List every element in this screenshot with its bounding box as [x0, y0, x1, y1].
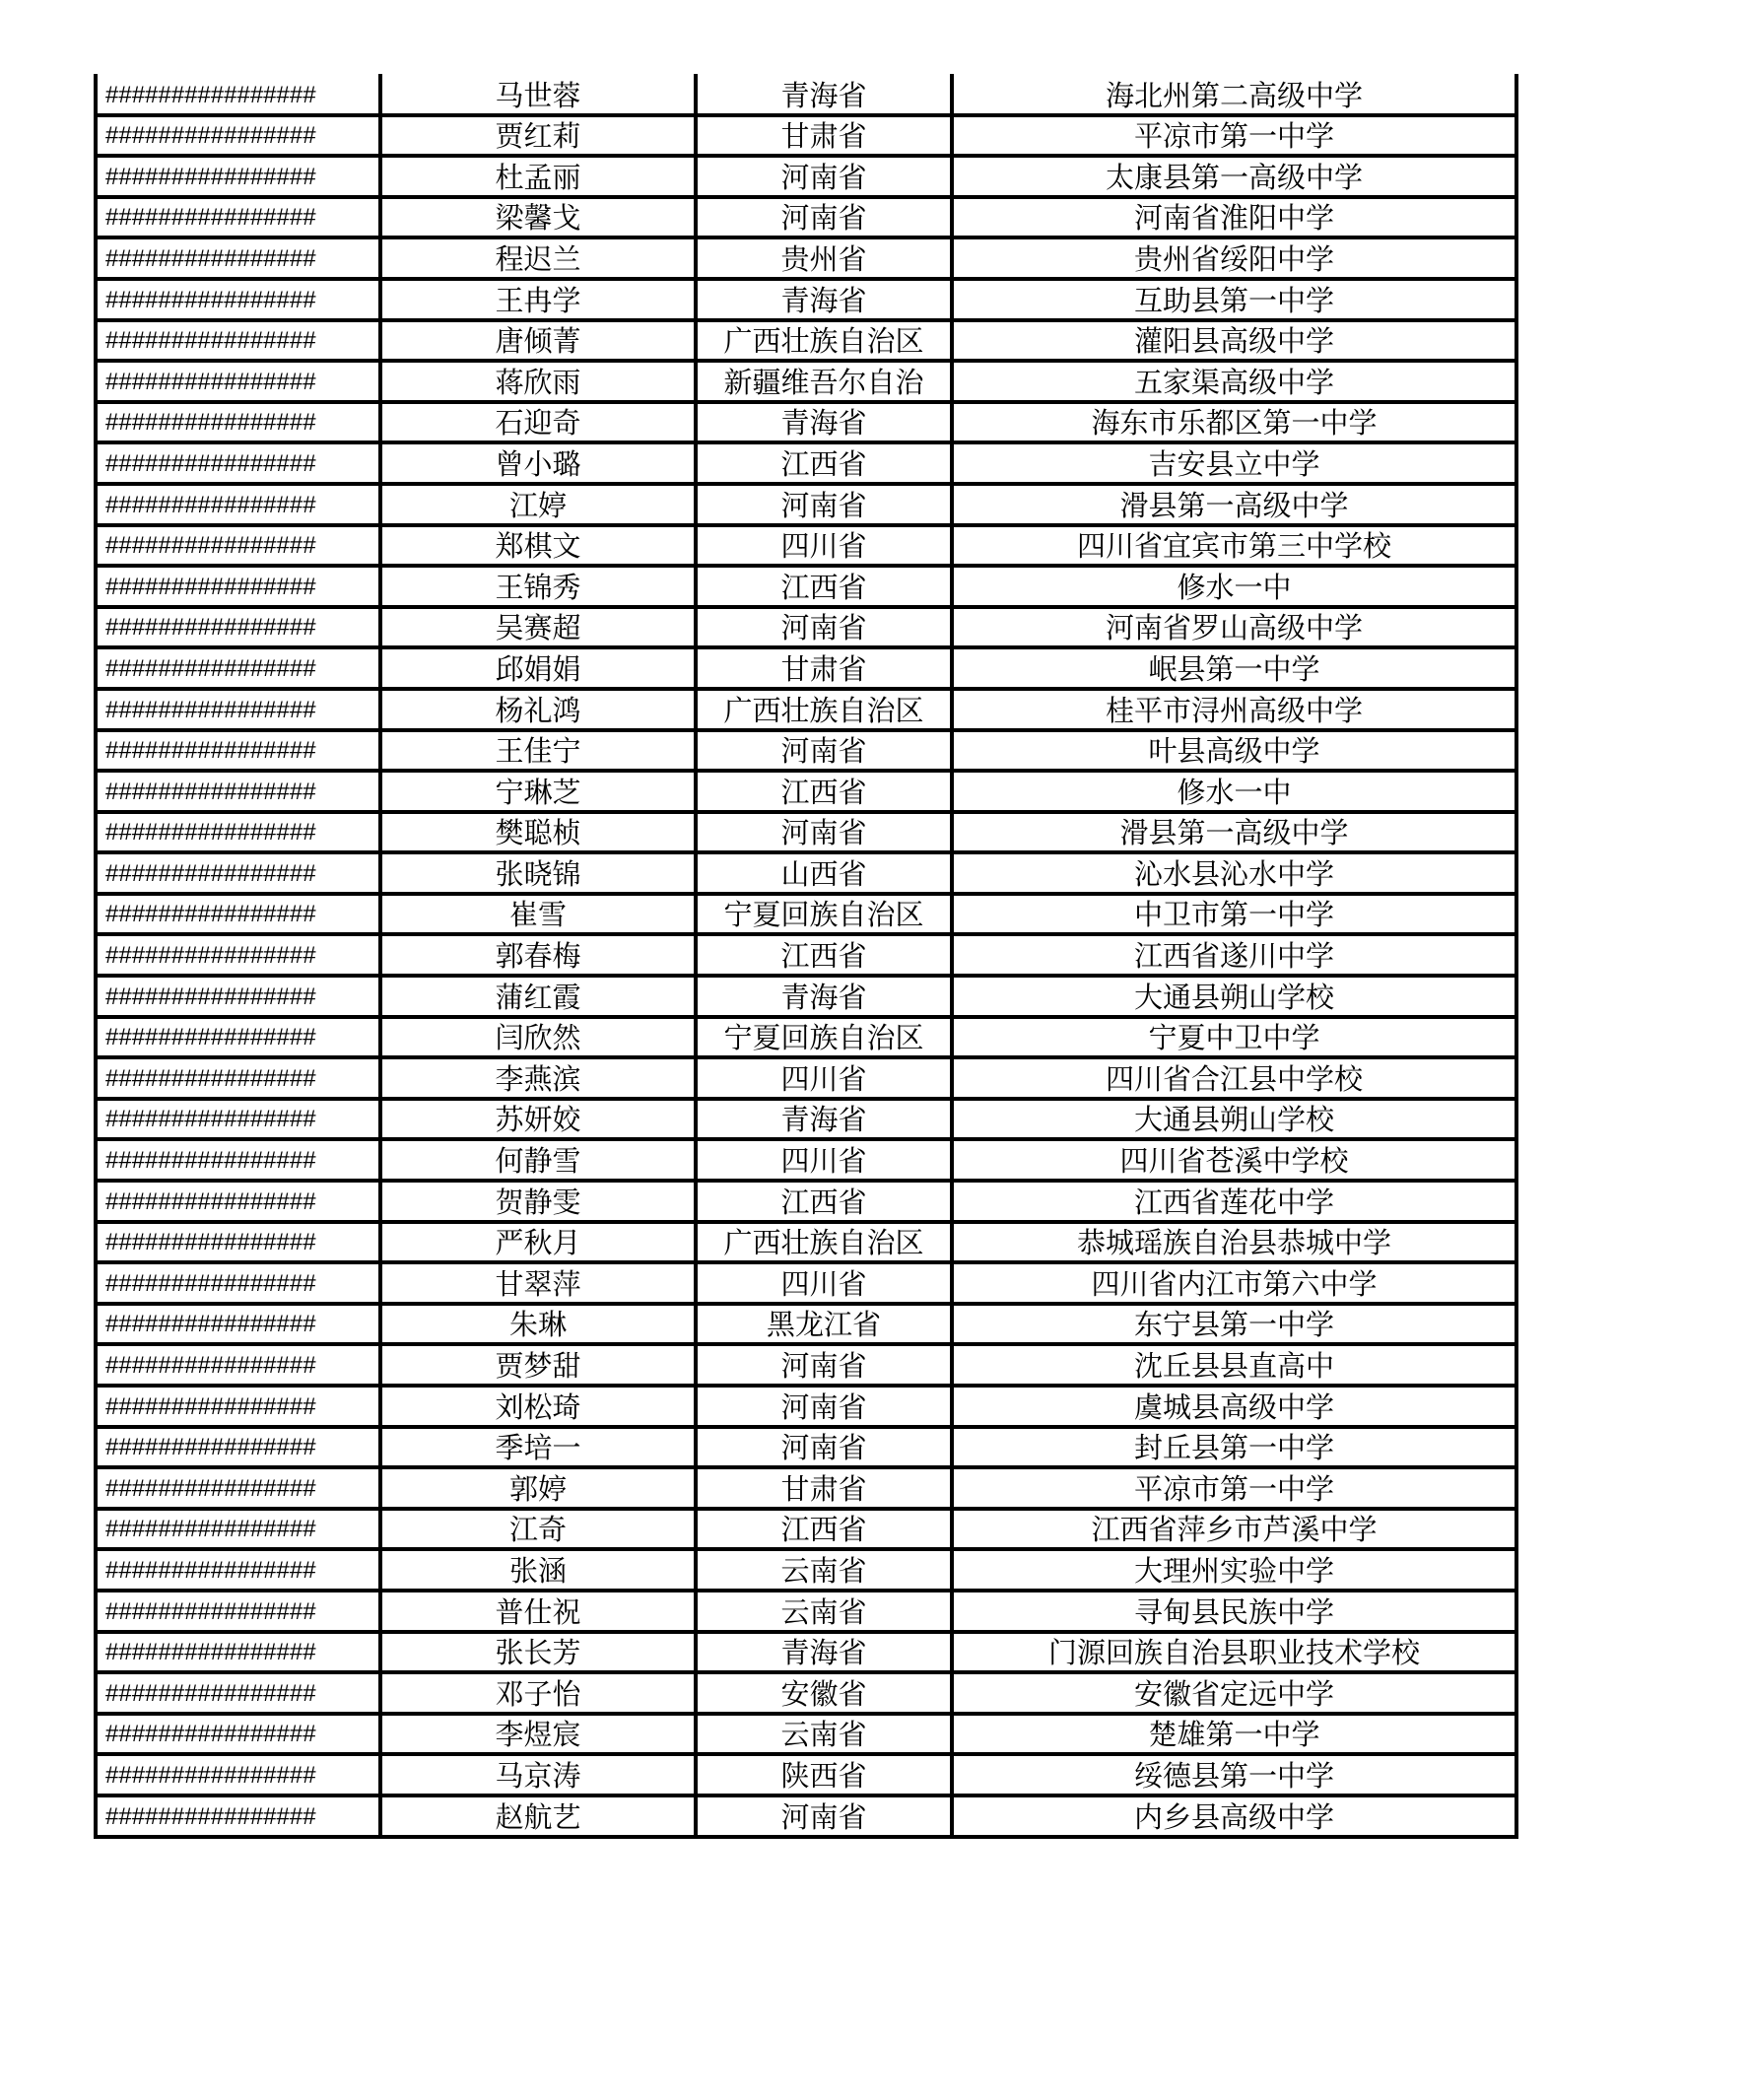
id-cell: ################ — [96, 484, 380, 525]
name-cell: 邱娟娟 — [380, 647, 696, 689]
id-cell: ################ — [96, 1795, 380, 1837]
school-cell: 修水一中 — [952, 566, 1516, 607]
table-row — [96, 934, 1516, 976]
school-cell: 岷县第一中学 — [952, 647, 1516, 689]
school-cell: 沁水县沁水中学 — [952, 852, 1516, 894]
school-cell: 江西省萍乡市芦溪中学 — [952, 1509, 1516, 1550]
name-cell: 张长芳 — [380, 1632, 696, 1673]
id-cell: ################ — [96, 771, 380, 812]
table-row — [96, 894, 1516, 935]
province-cell: 河南省 — [696, 484, 952, 525]
school-cell: 桂平市浔州高级中学 — [952, 689, 1516, 730]
id-cell: ################ — [96, 812, 380, 853]
id-cell: ################ — [96, 894, 380, 935]
table-row — [96, 566, 1516, 607]
table-row — [96, 1181, 1516, 1222]
province-cell: 河南省 — [696, 730, 952, 772]
table-row — [96, 1057, 1516, 1099]
province-cell: 甘肃省 — [696, 115, 952, 157]
name-cell: 郭春梅 — [380, 934, 696, 976]
table-row — [96, 1427, 1516, 1468]
school-cell: 寻甸县民族中学 — [952, 1591, 1516, 1632]
name-cell: 唐倾菁 — [380, 320, 696, 362]
province-cell: 江西省 — [696, 1181, 952, 1222]
name-cell: 崔雪 — [380, 894, 696, 935]
table-row — [96, 1262, 1516, 1304]
name-cell: 普仕祝 — [380, 1591, 696, 1632]
table-row — [96, 976, 1516, 1017]
school-cell: 虞城县高级中学 — [952, 1386, 1516, 1427]
school-cell: 贵州省绥阳中学 — [952, 237, 1516, 279]
id-cell: ################ — [96, 647, 380, 689]
id-cell: ################ — [96, 1304, 380, 1345]
province-cell: 宁夏回族自治区 — [696, 894, 952, 935]
province-cell: 四川省 — [696, 1139, 952, 1181]
school-cell: 江西省遂川中学 — [952, 934, 1516, 976]
table-row — [96, 1017, 1516, 1058]
table-row — [96, 115, 1516, 157]
school-cell: 五家渠高级中学 — [952, 361, 1516, 402]
province-cell: 山西省 — [696, 852, 952, 894]
province-cell: 广西壮族自治区 — [696, 320, 952, 362]
name-cell: 贾梦甜 — [380, 1344, 696, 1386]
province-cell: 宁夏回族自治区 — [696, 1017, 952, 1058]
province-cell: 河南省 — [696, 1427, 952, 1468]
school-cell: 河南省罗山高级中学 — [952, 607, 1516, 648]
school-cell: 恭城瑶族自治县恭城中学 — [952, 1222, 1516, 1263]
province-cell: 河南省 — [696, 197, 952, 238]
id-cell: ################ — [96, 1591, 380, 1632]
province-cell: 青海省 — [696, 1099, 952, 1140]
province-cell: 甘肃省 — [696, 1467, 952, 1509]
name-cell: 闫欣然 — [380, 1017, 696, 1058]
table-row — [96, 1714, 1516, 1755]
data-table — [94, 74, 1518, 1839]
province-cell: 黑龙江省 — [696, 1304, 952, 1345]
table-row — [96, 279, 1516, 320]
name-cell: 贺静雯 — [380, 1181, 696, 1222]
name-cell: 何静雪 — [380, 1139, 696, 1181]
name-cell: 宁琳芝 — [380, 771, 696, 812]
school-cell: 叶县高级中学 — [952, 730, 1516, 772]
school-cell: 宁夏中卫中学 — [952, 1017, 1516, 1058]
name-cell: 程迟兰 — [380, 237, 696, 279]
id-cell: ################ — [96, 1017, 380, 1058]
school-cell: 内乡县高级中学 — [952, 1795, 1516, 1837]
table-row — [96, 1099, 1516, 1140]
table-row — [96, 1632, 1516, 1673]
table-row — [96, 361, 1516, 402]
province-cell: 云南省 — [696, 1591, 952, 1632]
school-cell: 平凉市第一中学 — [952, 115, 1516, 157]
id-cell: ################ — [96, 197, 380, 238]
id-cell: ################ — [96, 1262, 380, 1304]
name-cell: 张涵 — [380, 1549, 696, 1591]
name-cell: 郭婷 — [380, 1467, 696, 1509]
school-cell: 滑县第一高级中学 — [952, 812, 1516, 853]
province-cell: 陕西省 — [696, 1754, 952, 1795]
school-cell: 四川省苍溪中学校 — [952, 1139, 1516, 1181]
id-cell: ################ — [96, 1344, 380, 1386]
id-cell: ################ — [96, 115, 380, 157]
province-cell: 河南省 — [696, 1386, 952, 1427]
table-row — [96, 689, 1516, 730]
name-cell: 梁馨戈 — [380, 197, 696, 238]
province-cell: 云南省 — [696, 1549, 952, 1591]
id-cell: ################ — [96, 852, 380, 894]
name-cell: 樊聪桢 — [380, 812, 696, 853]
name-cell: 朱琳 — [380, 1304, 696, 1345]
name-cell: 严秋月 — [380, 1222, 696, 1263]
school-cell: 大理州实验中学 — [952, 1549, 1516, 1591]
province-cell: 四川省 — [696, 1262, 952, 1304]
id-cell: ################ — [96, 1632, 380, 1673]
name-cell: 郑棋文 — [380, 525, 696, 567]
table-row — [96, 607, 1516, 648]
province-cell: 广西壮族自治区 — [696, 689, 952, 730]
name-cell: 石迎奇 — [380, 402, 696, 443]
table-row — [96, 730, 1516, 772]
table-body — [96, 74, 1516, 1837]
school-cell: 中卫市第一中学 — [952, 894, 1516, 935]
school-cell: 灌阳县高级中学 — [952, 320, 1516, 362]
table-row — [96, 771, 1516, 812]
province-cell: 安徽省 — [696, 1672, 952, 1714]
name-cell: 王锦秀 — [380, 566, 696, 607]
name-cell: 蒲红霞 — [380, 976, 696, 1017]
table-row — [96, 525, 1516, 567]
id-cell: ################ — [96, 320, 380, 362]
school-cell: 河南省淮阳中学 — [952, 197, 1516, 238]
name-cell: 马世蓉 — [380, 74, 696, 115]
school-cell: 四川省宜宾市第三中学校 — [952, 525, 1516, 567]
table-row — [96, 237, 1516, 279]
name-cell: 李燕滨 — [380, 1057, 696, 1099]
name-cell: 曾小璐 — [380, 442, 696, 484]
id-cell: ################ — [96, 74, 380, 115]
table-row — [96, 1591, 1516, 1632]
id-cell: ################ — [96, 1754, 380, 1795]
school-cell: 海北州第二高级中学 — [952, 74, 1516, 115]
table-row — [96, 1304, 1516, 1345]
school-cell: 绥德县第一中学 — [952, 1754, 1516, 1795]
name-cell: 杨礼鸿 — [380, 689, 696, 730]
province-cell: 青海省 — [696, 1632, 952, 1673]
table-row — [96, 647, 1516, 689]
province-cell: 河南省 — [696, 1795, 952, 1837]
table-row — [96, 74, 1516, 115]
id-cell: ################ — [96, 566, 380, 607]
id-cell: ################ — [96, 607, 380, 648]
id-cell: ################ — [96, 1714, 380, 1755]
school-cell: 吉安县立中学 — [952, 442, 1516, 484]
table-row — [96, 442, 1516, 484]
province-cell: 江西省 — [696, 771, 952, 812]
id-cell: ################ — [96, 1467, 380, 1509]
table-row — [96, 320, 1516, 362]
table-row — [96, 197, 1516, 238]
province-cell: 江西省 — [696, 566, 952, 607]
province-cell: 江西省 — [696, 1509, 952, 1550]
school-cell: 封丘县第一中学 — [952, 1427, 1516, 1468]
school-cell: 门源回族自治县职业技术学校 — [952, 1632, 1516, 1673]
id-cell: ################ — [96, 1139, 380, 1181]
province-cell: 四川省 — [696, 1057, 952, 1099]
name-cell: 江婷 — [380, 484, 696, 525]
id-cell: ################ — [96, 1672, 380, 1714]
id-cell: ################ — [96, 1386, 380, 1427]
name-cell: 江奇 — [380, 1509, 696, 1550]
table-row — [96, 1344, 1516, 1386]
name-cell: 贾红莉 — [380, 115, 696, 157]
school-cell: 四川省内江市第六中学 — [952, 1262, 1516, 1304]
name-cell: 马京涛 — [380, 1754, 696, 1795]
school-cell: 大通县朔山学校 — [952, 976, 1516, 1017]
province-cell: 河南省 — [696, 156, 952, 197]
name-cell: 张晓锦 — [380, 852, 696, 894]
id-cell: ################ — [96, 237, 380, 279]
name-cell: 吴赛超 — [380, 607, 696, 648]
school-cell: 楚雄第一中学 — [952, 1714, 1516, 1755]
province-cell: 广西壮族自治区 — [696, 1222, 952, 1263]
school-cell: 沈丘县县直高中 — [952, 1344, 1516, 1386]
id-cell: ################ — [96, 279, 380, 320]
province-cell: 河南省 — [696, 812, 952, 853]
name-cell: 苏妍姣 — [380, 1099, 696, 1140]
table-row — [96, 1222, 1516, 1263]
province-cell: 青海省 — [696, 279, 952, 320]
id-cell: ################ — [96, 442, 380, 484]
province-cell: 四川省 — [696, 525, 952, 567]
province-cell: 贵州省 — [696, 237, 952, 279]
id-cell: ################ — [96, 730, 380, 772]
id-cell: ################ — [96, 1099, 380, 1140]
school-cell: 修水一中 — [952, 771, 1516, 812]
province-cell: 河南省 — [696, 1344, 952, 1386]
school-cell: 海东市乐都区第一中学 — [952, 402, 1516, 443]
id-cell: ################ — [96, 361, 380, 402]
province-cell: 云南省 — [696, 1714, 952, 1755]
id-cell: ################ — [96, 1222, 380, 1263]
school-cell: 江西省莲花中学 — [952, 1181, 1516, 1222]
table-row — [96, 1509, 1516, 1550]
school-cell: 平凉市第一中学 — [952, 1467, 1516, 1509]
id-cell: ################ — [96, 1057, 380, 1099]
name-cell: 邓子怡 — [380, 1672, 696, 1714]
id-cell: ################ — [96, 1181, 380, 1222]
id-cell: ################ — [96, 1427, 380, 1468]
id-cell: ################ — [96, 1509, 380, 1550]
school-cell: 滑县第一高级中学 — [952, 484, 1516, 525]
table-row — [96, 484, 1516, 525]
province-cell: 江西省 — [696, 934, 952, 976]
table-row — [96, 1795, 1516, 1837]
table-row — [96, 1386, 1516, 1427]
table-row — [96, 1672, 1516, 1714]
table-row — [96, 402, 1516, 443]
name-cell: 季培一 — [380, 1427, 696, 1468]
province-cell: 青海省 — [696, 74, 952, 115]
table-row — [96, 812, 1516, 853]
name-cell: 甘翠萍 — [380, 1262, 696, 1304]
table-row — [96, 156, 1516, 197]
school-cell: 安徽省定远中学 — [952, 1672, 1516, 1714]
school-cell: 太康县第一高级中学 — [952, 156, 1516, 197]
table-row — [96, 1754, 1516, 1795]
province-cell: 河南省 — [696, 607, 952, 648]
name-cell: 刘松琦 — [380, 1386, 696, 1427]
name-cell: 李煜宸 — [380, 1714, 696, 1755]
school-cell: 互助县第一中学 — [952, 279, 1516, 320]
id-cell: ################ — [96, 976, 380, 1017]
name-cell: 杜孟丽 — [380, 156, 696, 197]
id-cell: ################ — [96, 402, 380, 443]
id-cell: ################ — [96, 156, 380, 197]
province-cell: 江西省 — [696, 442, 952, 484]
name-cell: 赵航艺 — [380, 1795, 696, 1837]
school-cell: 东宁县第一中学 — [952, 1304, 1516, 1345]
table-row — [96, 1549, 1516, 1591]
province-cell: 甘肃省 — [696, 647, 952, 689]
table-row — [96, 1139, 1516, 1181]
table-row — [96, 852, 1516, 894]
name-cell: 王冉学 — [380, 279, 696, 320]
province-cell: 青海省 — [696, 976, 952, 1017]
id-cell: ################ — [96, 689, 380, 730]
name-cell: 王佳宁 — [380, 730, 696, 772]
name-cell: 蒋欣雨 — [380, 361, 696, 402]
province-cell: 新疆维吾尔自治 — [696, 361, 952, 402]
id-cell: ################ — [96, 525, 380, 567]
province-cell: 青海省 — [696, 402, 952, 443]
school-cell: 大通县朔山学校 — [952, 1099, 1516, 1140]
id-cell: ################ — [96, 934, 380, 976]
table-row — [96, 1467, 1516, 1509]
id-cell: ################ — [96, 1549, 380, 1591]
school-cell: 四川省合江县中学校 — [952, 1057, 1516, 1099]
